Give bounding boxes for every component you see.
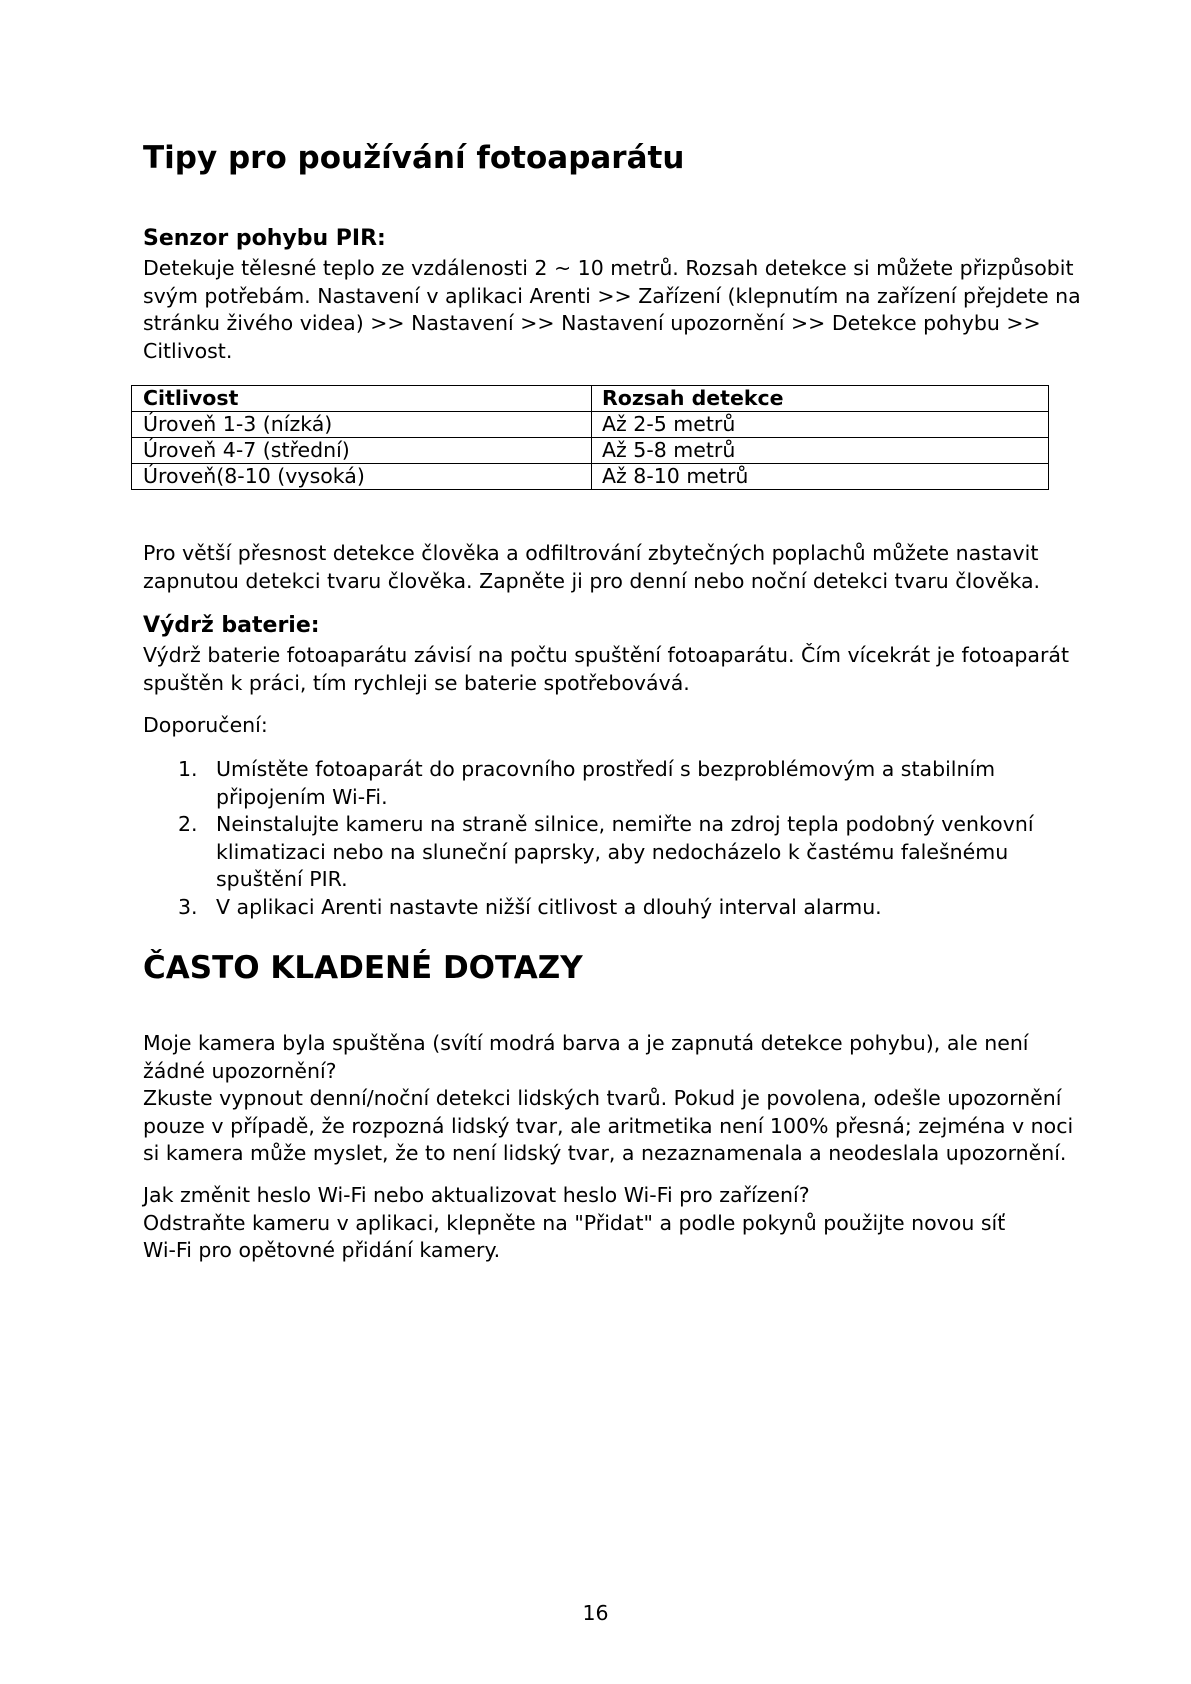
list-item xyxy=(143,811,1093,894)
table-cell: Až 8-10 metrů xyxy=(592,464,1049,490)
faq-question-1 xyxy=(143,1030,1093,1168)
text-line: Umístěte fotoaparát do pracovního prostředí s bezproblémovým a stabilním xyxy=(216,757,996,781)
battery-description xyxy=(143,642,1093,697)
table-row xyxy=(132,464,1049,490)
text-line: Zkuste vypnout denní/noční detekci lidských tvarů. Pokud je povolena, odešle upozornění xyxy=(143,1086,1062,1110)
sensitivity-table xyxy=(131,385,1049,490)
text-line: Wi-Fi pro opětovné přidání kamery. xyxy=(143,1238,501,1262)
table-header-row xyxy=(132,386,1049,412)
list-item xyxy=(143,894,1093,922)
page-title: Tipy pro používání fotoaparátu xyxy=(143,140,685,176)
human-detection-paragraph xyxy=(143,540,1093,595)
table-row xyxy=(132,438,1049,464)
table-cell: Úroveň 1-3 (nízká) xyxy=(132,412,592,438)
table-cell: Úroveň 4-7 (střední) xyxy=(132,438,592,464)
text-line: pouze v případě, že rozpozná lidský tvar, ale aritmetika není 100% přesná; zejména v noci xyxy=(143,1113,1074,1138)
list-number: 1. xyxy=(178,757,198,781)
text-line: Citlivost. xyxy=(143,338,233,363)
faq-question-2 xyxy=(143,1182,1093,1265)
text-line: si kamera může myslet, že to není lidský tvar, a nezaznamenala a neodeslala upozornění. xyxy=(143,1141,1067,1165)
text-line: V aplikaci Arenti nastavte nižší citlivost a dlouhý interval alarmu. xyxy=(216,894,882,919)
text-line: Detekuje tělesné teplo ze vzdálenosti 2 ~ 10 metrů. Rozsah detekce si můžete přizpůsobit xyxy=(143,256,1074,280)
text-line: připojením Wi-Fi. xyxy=(216,784,388,809)
table-cell: Až 5-8 metrů xyxy=(592,438,1049,464)
text-line: žádné upozornění? xyxy=(143,1058,337,1083)
text-line: Pro větší přesnost detekce člověka a odfiltrování zbytečných poplachů můžete nastavit xyxy=(143,541,1039,565)
text-line: spuštěn k práci, tím rychleji se baterie spotřebovává. xyxy=(143,670,690,695)
recommendation-list xyxy=(143,756,1093,921)
column-header-range: Rozsah detekce xyxy=(592,386,1049,412)
text-line: stránku živého videa) >> Nastavení >> Nastavení upozornění >> Detekce pohybu >> xyxy=(143,311,1041,335)
table-cell: Úroveň(8-10 (vysoká) xyxy=(132,464,592,490)
battery-heading: Výdrž baterie: xyxy=(143,613,320,638)
page-number: 16 xyxy=(582,1601,609,1625)
text-line: Moje kamera byla spuštěna (svítí modrá barva a je zapnutá detekce pohybu), ale není xyxy=(143,1031,1029,1055)
text-line: klimatizaci nebo na sluneční paprsky, aby nedocházelo k častému falešnému xyxy=(216,839,1009,864)
column-header-sensitivity: Citlivost xyxy=(132,386,592,412)
recommendation-label: Doporučení: xyxy=(143,713,268,737)
list-number: 3. xyxy=(178,894,198,919)
text-line: Odstraňte kameru v aplikaci, klepněte na "Přidat" a podle pokynů použijte novou síť xyxy=(143,1210,1006,1235)
pir-heading: Senzor pohybu PIR: xyxy=(143,226,386,251)
text-line: svým potřebám. Nastavení v aplikaci Arenti >> Zařízení (klepnutím na zařízení přejdete na xyxy=(143,283,1081,308)
text-line: Jak změnit heslo Wi-Fi nebo aktualizovat heslo Wi-Fi pro zařízení? xyxy=(143,1183,810,1207)
text-line: Výdrž baterie fotoaparátu závisí na počtu spuštění fotoaparátu. Čím vícekrát je fotoaparát xyxy=(143,643,1070,667)
table-row xyxy=(132,412,1049,438)
faq-heading: ČASTO KLADENÉ DOTAZY xyxy=(143,950,583,986)
list-item xyxy=(143,756,1093,811)
text-line: zapnutou detekci tvaru člověka. Zapněte ji pro denní nebo noční detekci tvaru člověka. xyxy=(143,568,1041,593)
text-line: spuštění PIR. xyxy=(216,867,348,891)
pir-description xyxy=(143,255,1093,365)
list-number: 2. xyxy=(178,812,198,836)
table-cell: Až 2-5 metrů xyxy=(592,412,1049,438)
text-line: Neinstalujte kameru na straně silnice, nemiřte na zdroj tepla podobný venkovní xyxy=(216,812,1034,836)
